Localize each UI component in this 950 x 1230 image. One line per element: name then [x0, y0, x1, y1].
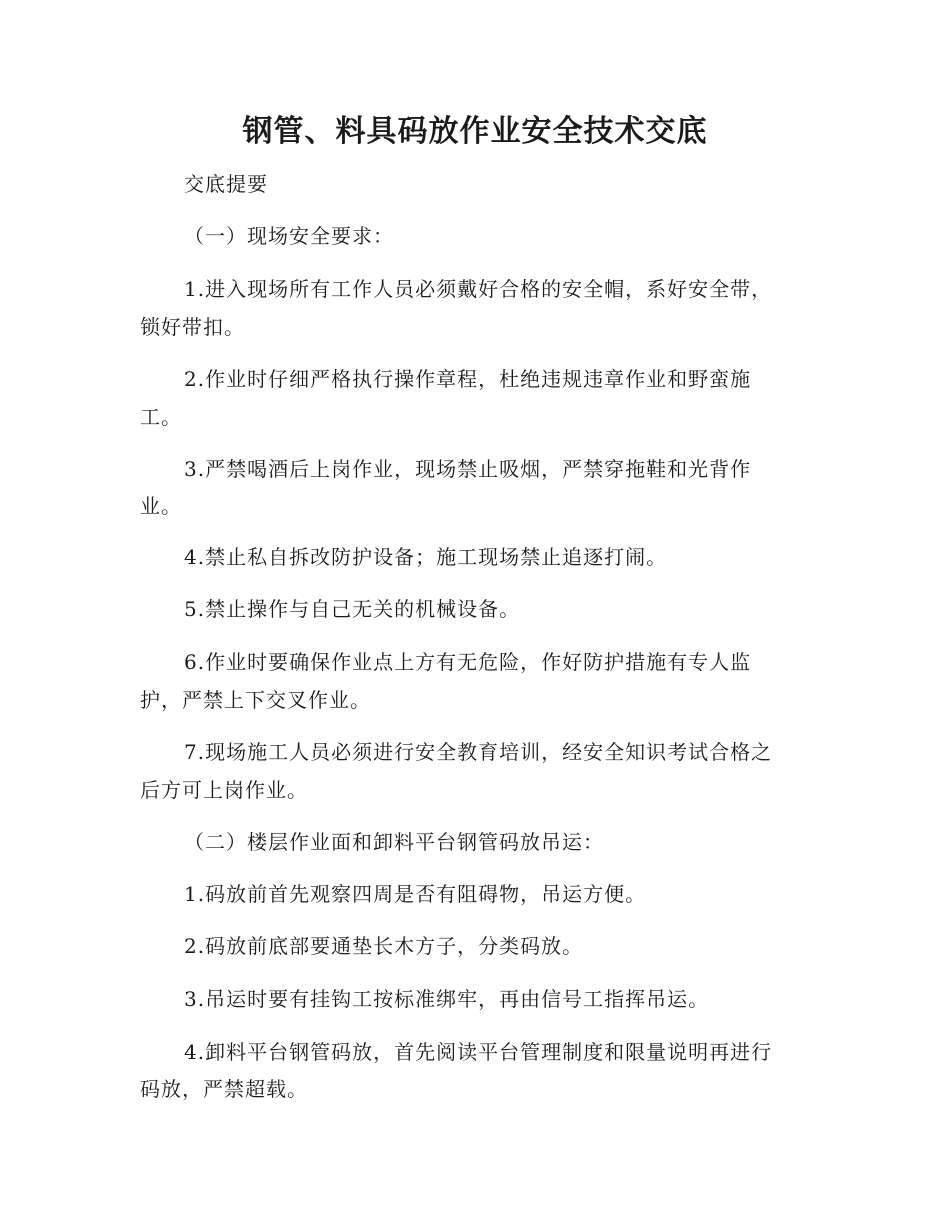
section2-item-1-line1: 1.码放前首先观察四周是否有阻碍物，吊运方便。 [184, 882, 647, 906]
section1-item-1-line1: 1.进入现场所有工作人员必须戴好合格的安全帽，系好安全带， [184, 277, 773, 301]
section2-heading: （二）楼层作业面和卸料平台钢管码放吊运： [184, 830, 604, 854]
section1-item-5-line1: 5.禁止操作与自己无关的机械设备。 [184, 597, 521, 621]
section1-item-3-line1: 3.严禁喝酒后上岗作业，现场禁止吸烟，严禁穿拖鞋和光背作 [184, 457, 752, 481]
section2-item-2-line1: 2.码放前底部要通垫长木方子，分类码放。 [184, 934, 584, 958]
section2-item-4-line1: 4.卸料平台钢管码放，首先阅读平台管理制度和限量说明再进行 [184, 1040, 773, 1064]
section1-item-6-line1: 6.作业时要确保作业点上方有无危险，作好防护措施有专人监 [184, 650, 752, 674]
section1-item-7-line1: 7.现场施工人员必须进行安全教育培训，经安全知识考试合格之 [184, 740, 773, 764]
section2-item-3-line1: 3.吊运时要有挂钩工按标准绑牢，再由信号工指挥吊运。 [184, 987, 710, 1011]
section1-item-1-line2: 锁好带扣。 [140, 315, 245, 339]
document-title: 钢管、料具码放作业安全技术交底 [242, 114, 708, 149]
section1-heading: （一）现场安全要求： [184, 224, 394, 248]
section2-item-4-line2: 码放，严禁超载。 [140, 1077, 308, 1101]
intro-label: 交底提要 [184, 172, 268, 196]
section1-item-4-line1: 4.禁止私自拆改防护设备；施工现场禁止追逐打闹。 [184, 545, 668, 569]
section1-item-2-line2: 工。 [140, 405, 182, 429]
section1-item-2-line1: 2.作业时仔细严格执行操作章程，杜绝违规违章作业和野蛮施 [184, 367, 752, 391]
section1-item-3-line2: 业。 [140, 494, 182, 518]
section1-item-6-line2: 护，严禁上下交叉作业。 [140, 688, 371, 712]
section1-item-7-line2: 后方可上岗作业。 [140, 778, 308, 802]
